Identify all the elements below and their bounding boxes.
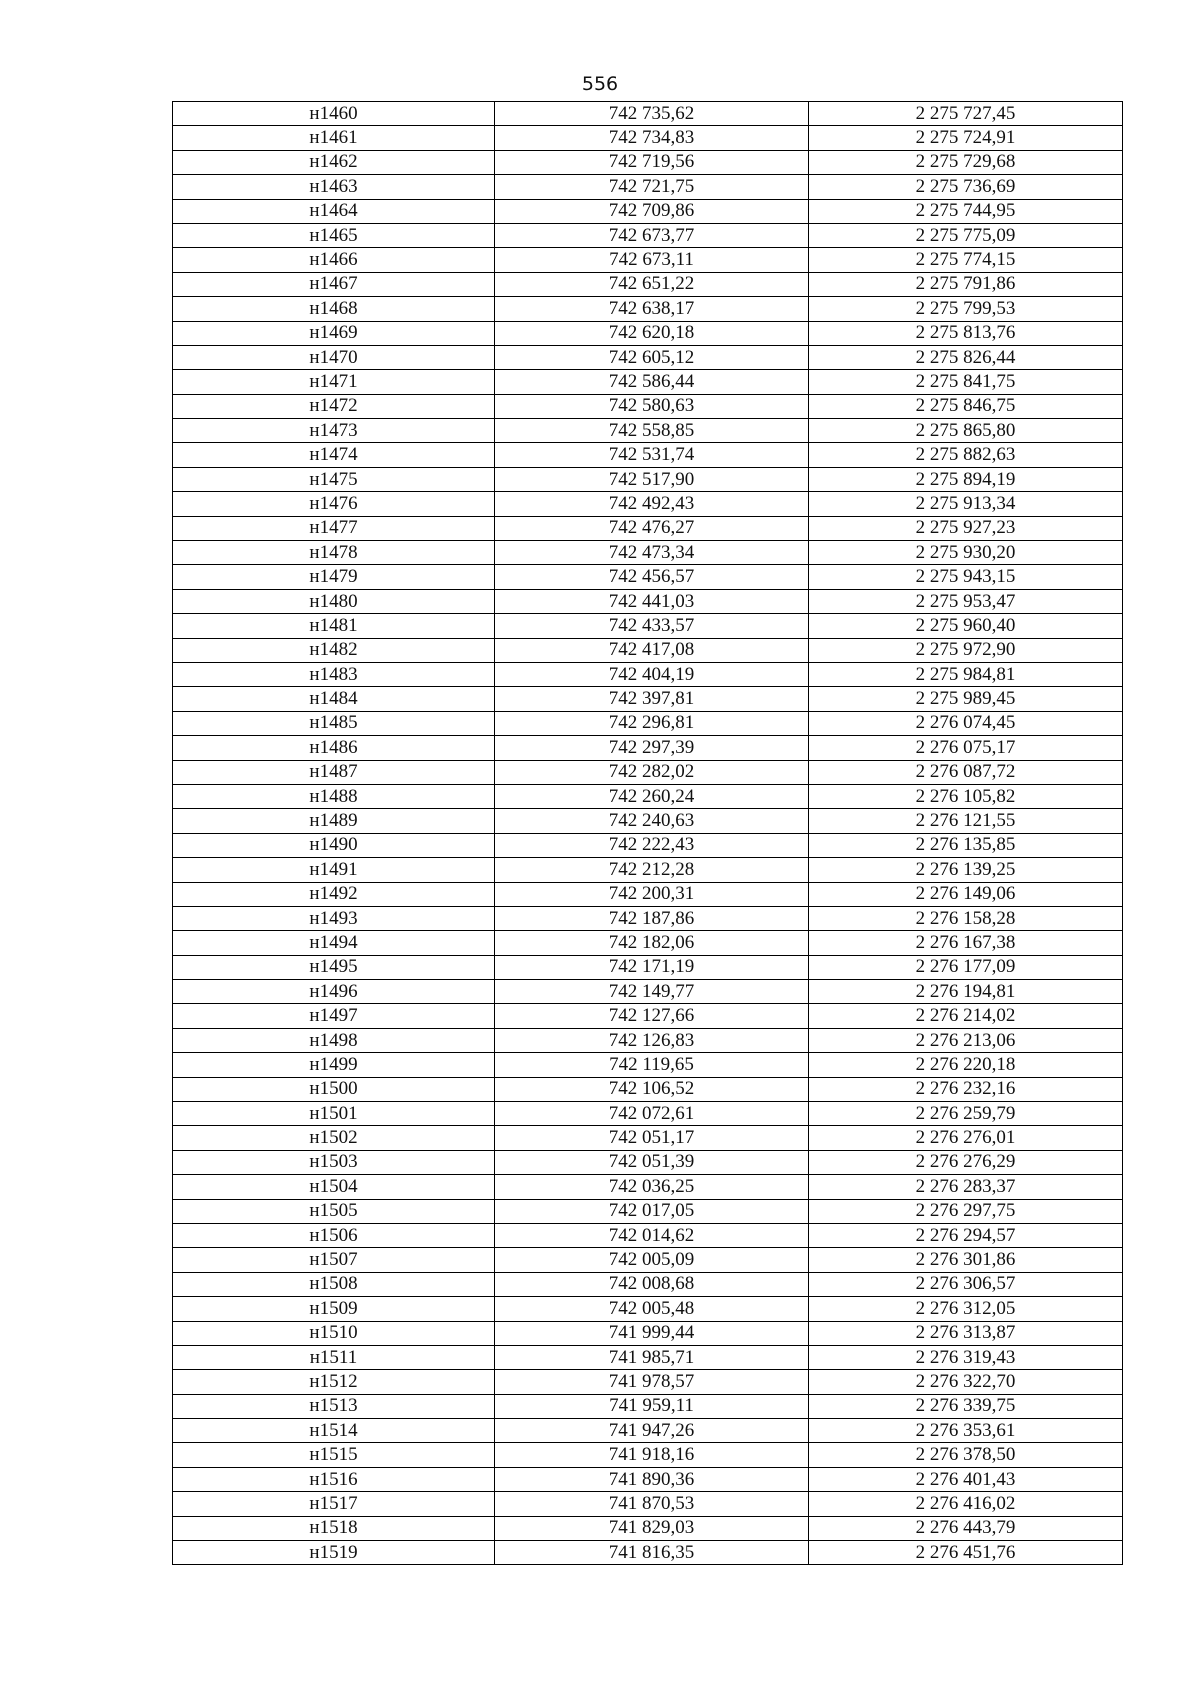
coordinates-table (172, 101, 1123, 1565)
x-coordinate-cell: 742 620,18 (495, 321, 809, 345)
x-coordinate-cell: 742 517,90 (495, 467, 809, 491)
table-row (173, 102, 1123, 126)
point-id-cell: н1485 (173, 711, 495, 735)
y-coordinate-cell: 2 275 943,15 (809, 565, 1123, 589)
table-row (173, 1492, 1123, 1516)
x-coordinate-cell: 742 005,09 (495, 1248, 809, 1272)
x-coordinate-cell: 742 051,17 (495, 1126, 809, 1150)
y-coordinate-cell: 2 276 194,81 (809, 980, 1123, 1004)
point-id-cell: н1511 (173, 1345, 495, 1369)
x-coordinate-cell: 742 014,62 (495, 1223, 809, 1247)
table-row (173, 1419, 1123, 1443)
y-coordinate-cell: 2 275 736,69 (809, 175, 1123, 199)
table-row (173, 175, 1123, 199)
x-coordinate-cell: 742 651,22 (495, 272, 809, 296)
y-coordinate-cell: 2 276 259,79 (809, 1102, 1123, 1126)
point-id-cell: н1483 (173, 662, 495, 686)
table-row (173, 248, 1123, 272)
point-id-cell: н1481 (173, 614, 495, 638)
coordinates-table-body (173, 102, 1123, 1565)
x-coordinate-cell: 742 127,66 (495, 1004, 809, 1028)
x-coordinate-cell: 742 473,34 (495, 541, 809, 565)
table-row (173, 541, 1123, 565)
point-id-cell: н1473 (173, 419, 495, 443)
x-coordinate-cell: 742 605,12 (495, 345, 809, 369)
table-row (173, 760, 1123, 784)
x-coordinate-cell: 742 456,57 (495, 565, 809, 589)
y-coordinate-cell: 2 275 813,76 (809, 321, 1123, 345)
x-coordinate-cell: 742 149,77 (495, 980, 809, 1004)
y-coordinate-cell: 2 275 799,53 (809, 297, 1123, 321)
y-coordinate-cell: 2 275 729,68 (809, 150, 1123, 174)
point-id-cell: н1463 (173, 175, 495, 199)
table-row (173, 199, 1123, 223)
table-row (173, 1370, 1123, 1394)
point-id-cell: н1515 (173, 1443, 495, 1467)
point-id-cell: н1477 (173, 516, 495, 540)
x-coordinate-cell: 742 297,39 (495, 736, 809, 760)
y-coordinate-cell: 2 276 213,06 (809, 1028, 1123, 1052)
table-row (173, 345, 1123, 369)
point-id-cell: н1501 (173, 1102, 495, 1126)
y-coordinate-cell: 2 276 220,18 (809, 1053, 1123, 1077)
point-id-cell: н1486 (173, 736, 495, 760)
x-coordinate-cell: 742 260,24 (495, 784, 809, 808)
table-row (173, 882, 1123, 906)
table-row (173, 1443, 1123, 1467)
y-coordinate-cell: 2 276 297,75 (809, 1199, 1123, 1223)
point-id-cell: н1471 (173, 370, 495, 394)
point-id-cell: н1497 (173, 1004, 495, 1028)
table-row (173, 1541, 1123, 1565)
table-row (173, 1053, 1123, 1077)
x-coordinate-cell: 742 036,25 (495, 1175, 809, 1199)
y-coordinate-cell: 2 276 443,79 (809, 1516, 1123, 1540)
table-row (173, 272, 1123, 296)
x-coordinate-cell: 742 417,08 (495, 638, 809, 662)
y-coordinate-cell: 2 275 744,95 (809, 199, 1123, 223)
x-coordinate-cell: 742 735,62 (495, 102, 809, 126)
point-id-cell: н1474 (173, 443, 495, 467)
point-id-cell: н1498 (173, 1028, 495, 1052)
table-row (173, 1345, 1123, 1369)
point-id-cell: н1487 (173, 760, 495, 784)
point-id-cell: н1492 (173, 882, 495, 906)
table-row (173, 711, 1123, 735)
y-coordinate-cell: 2 276 313,87 (809, 1321, 1123, 1345)
point-id-cell: н1478 (173, 541, 495, 565)
table-row (173, 516, 1123, 540)
point-id-cell: н1495 (173, 955, 495, 979)
y-coordinate-cell: 2 275 774,15 (809, 248, 1123, 272)
table-row (173, 1467, 1123, 1491)
x-coordinate-cell: 742 005,48 (495, 1297, 809, 1321)
x-coordinate-cell: 742 212,28 (495, 858, 809, 882)
x-coordinate-cell: 742 126,83 (495, 1028, 809, 1052)
page-number: 556 (581, 73, 619, 95)
y-coordinate-cell: 2 276 214,02 (809, 1004, 1123, 1028)
point-id-cell: н1480 (173, 589, 495, 613)
y-coordinate-cell: 2 276 158,28 (809, 906, 1123, 930)
y-coordinate-cell: 2 276 075,17 (809, 736, 1123, 760)
point-id-cell: н1491 (173, 858, 495, 882)
point-id-cell: н1494 (173, 931, 495, 955)
y-coordinate-cell: 2 275 960,40 (809, 614, 1123, 638)
x-coordinate-cell: 742 719,56 (495, 150, 809, 174)
x-coordinate-cell: 741 870,53 (495, 1492, 809, 1516)
point-id-cell: н1512 (173, 1370, 495, 1394)
y-coordinate-cell: 2 275 984,81 (809, 662, 1123, 686)
table-row (173, 1126, 1123, 1150)
point-id-cell: н1469 (173, 321, 495, 345)
point-id-cell: н1482 (173, 638, 495, 662)
x-coordinate-cell: 742 187,86 (495, 906, 809, 930)
x-coordinate-cell: 741 999,44 (495, 1321, 809, 1345)
x-coordinate-cell: 742 476,27 (495, 516, 809, 540)
point-id-cell: н1500 (173, 1077, 495, 1101)
y-coordinate-cell: 2 276 135,85 (809, 833, 1123, 857)
table-row (173, 614, 1123, 638)
point-id-cell: н1513 (173, 1394, 495, 1418)
point-id-cell: н1504 (173, 1175, 495, 1199)
x-coordinate-cell: 741 947,26 (495, 1419, 809, 1443)
point-id-cell: н1488 (173, 784, 495, 808)
table-row (173, 858, 1123, 882)
point-id-cell: н1484 (173, 687, 495, 711)
y-coordinate-cell: 2 276 139,25 (809, 858, 1123, 882)
point-id-cell: н1479 (173, 565, 495, 589)
y-coordinate-cell: 2 275 865,80 (809, 419, 1123, 443)
point-id-cell: н1517 (173, 1492, 495, 1516)
x-coordinate-cell: 742 492,43 (495, 492, 809, 516)
point-id-cell: н1506 (173, 1223, 495, 1247)
x-coordinate-cell: 742 673,77 (495, 223, 809, 247)
table-row (173, 638, 1123, 662)
x-coordinate-cell: 742 441,03 (495, 589, 809, 613)
y-coordinate-cell: 2 275 930,20 (809, 541, 1123, 565)
point-id-cell: н1490 (173, 833, 495, 857)
x-coordinate-cell: 741 985,71 (495, 1345, 809, 1369)
x-coordinate-cell: 742 404,19 (495, 662, 809, 686)
point-id-cell: н1499 (173, 1053, 495, 1077)
table-row (173, 784, 1123, 808)
table-row (173, 1516, 1123, 1540)
table-row (173, 1102, 1123, 1126)
y-coordinate-cell: 2 276 276,29 (809, 1150, 1123, 1174)
point-id-cell: н1476 (173, 492, 495, 516)
y-coordinate-cell: 2 276 378,50 (809, 1443, 1123, 1467)
y-coordinate-cell: 2 276 312,05 (809, 1297, 1123, 1321)
table-row (173, 1199, 1123, 1223)
point-id-cell: н1505 (173, 1199, 495, 1223)
table-row (173, 1150, 1123, 1174)
point-id-cell: н1470 (173, 345, 495, 369)
x-coordinate-cell: 742 106,52 (495, 1077, 809, 1101)
point-id-cell: н1466 (173, 248, 495, 272)
point-id-cell: н1461 (173, 126, 495, 150)
point-id-cell: н1508 (173, 1272, 495, 1296)
x-coordinate-cell: 741 978,57 (495, 1370, 809, 1394)
y-coordinate-cell: 2 275 894,19 (809, 467, 1123, 491)
table-row (173, 1223, 1123, 1247)
table-row (173, 1297, 1123, 1321)
point-id-cell: н1519 (173, 1541, 495, 1565)
table-row (173, 1394, 1123, 1418)
y-coordinate-cell: 2 275 724,91 (809, 126, 1123, 150)
point-id-cell: н1464 (173, 199, 495, 223)
y-coordinate-cell: 2 275 989,45 (809, 687, 1123, 711)
y-coordinate-cell: 2 276 294,57 (809, 1223, 1123, 1247)
table-row (173, 223, 1123, 247)
table-row (173, 736, 1123, 760)
y-coordinate-cell: 2 276 167,38 (809, 931, 1123, 955)
table-row (173, 1004, 1123, 1028)
y-coordinate-cell: 2 276 177,09 (809, 955, 1123, 979)
x-coordinate-cell: 742 182,06 (495, 931, 809, 955)
table-row (173, 321, 1123, 345)
x-coordinate-cell: 742 240,63 (495, 809, 809, 833)
x-coordinate-cell: 742 586,44 (495, 370, 809, 394)
y-coordinate-cell: 2 276 149,06 (809, 882, 1123, 906)
table-row (173, 492, 1123, 516)
x-coordinate-cell: 742 282,02 (495, 760, 809, 784)
table-row (173, 126, 1123, 150)
y-coordinate-cell: 2 275 927,23 (809, 516, 1123, 540)
table-row (173, 370, 1123, 394)
y-coordinate-cell: 2 276 301,86 (809, 1248, 1123, 1272)
x-coordinate-cell: 742 296,81 (495, 711, 809, 735)
x-coordinate-cell: 742 558,85 (495, 419, 809, 443)
y-coordinate-cell: 2 275 953,47 (809, 589, 1123, 613)
table-row (173, 394, 1123, 418)
x-coordinate-cell: 741 816,35 (495, 1541, 809, 1565)
point-id-cell: н1510 (173, 1321, 495, 1345)
y-coordinate-cell: 2 275 972,90 (809, 638, 1123, 662)
table-row (173, 565, 1123, 589)
x-coordinate-cell: 742 200,31 (495, 882, 809, 906)
point-id-cell: н1493 (173, 906, 495, 930)
y-coordinate-cell: 2 276 087,72 (809, 760, 1123, 784)
table-row (173, 1077, 1123, 1101)
y-coordinate-cell: 2 275 841,75 (809, 370, 1123, 394)
table-row (173, 1248, 1123, 1272)
x-coordinate-cell: 742 638,17 (495, 297, 809, 321)
table-row (173, 419, 1123, 443)
y-coordinate-cell: 2 276 319,43 (809, 1345, 1123, 1369)
y-coordinate-cell: 2 275 882,63 (809, 443, 1123, 467)
point-id-cell: н1467 (173, 272, 495, 296)
y-coordinate-cell: 2 275 913,34 (809, 492, 1123, 516)
x-coordinate-cell: 742 008,68 (495, 1272, 809, 1296)
x-coordinate-cell: 742 119,65 (495, 1053, 809, 1077)
y-coordinate-cell: 2 276 339,75 (809, 1394, 1123, 1418)
x-coordinate-cell: 742 580,63 (495, 394, 809, 418)
point-id-cell: н1460 (173, 102, 495, 126)
x-coordinate-cell: 742 017,05 (495, 1199, 809, 1223)
point-id-cell: н1507 (173, 1248, 495, 1272)
point-id-cell: н1462 (173, 150, 495, 174)
table-row (173, 467, 1123, 491)
y-coordinate-cell: 2 275 791,86 (809, 272, 1123, 296)
y-coordinate-cell: 2 276 353,61 (809, 1419, 1123, 1443)
point-id-cell: н1518 (173, 1516, 495, 1540)
x-coordinate-cell: 742 673,11 (495, 248, 809, 272)
table-row (173, 1272, 1123, 1296)
x-coordinate-cell: 742 734,83 (495, 126, 809, 150)
table-row (173, 955, 1123, 979)
table-row (173, 443, 1123, 467)
y-coordinate-cell: 2 275 775,09 (809, 223, 1123, 247)
table-row (173, 980, 1123, 1004)
y-coordinate-cell: 2 275 826,44 (809, 345, 1123, 369)
x-coordinate-cell: 742 171,19 (495, 955, 809, 979)
y-coordinate-cell: 2 276 283,37 (809, 1175, 1123, 1199)
x-coordinate-cell: 741 829,03 (495, 1516, 809, 1540)
table-row (173, 687, 1123, 711)
y-coordinate-cell: 2 275 727,45 (809, 102, 1123, 126)
x-coordinate-cell: 741 959,11 (495, 1394, 809, 1418)
table-row (173, 1028, 1123, 1052)
point-id-cell: н1509 (173, 1297, 495, 1321)
table-row (173, 1175, 1123, 1199)
y-coordinate-cell: 2 276 416,02 (809, 1492, 1123, 1516)
x-coordinate-cell: 741 890,36 (495, 1467, 809, 1491)
y-coordinate-cell: 2 276 276,01 (809, 1126, 1123, 1150)
point-id-cell: н1472 (173, 394, 495, 418)
table-row (173, 833, 1123, 857)
point-id-cell: н1468 (173, 297, 495, 321)
x-coordinate-cell: 742 051,39 (495, 1150, 809, 1174)
x-coordinate-cell: 742 397,81 (495, 687, 809, 711)
y-coordinate-cell: 2 275 846,75 (809, 394, 1123, 418)
x-coordinate-cell: 742 721,75 (495, 175, 809, 199)
y-coordinate-cell: 2 276 232,16 (809, 1077, 1123, 1101)
y-coordinate-cell: 2 276 105,82 (809, 784, 1123, 808)
table-row (173, 297, 1123, 321)
x-coordinate-cell: 741 918,16 (495, 1443, 809, 1467)
table-row (173, 1321, 1123, 1345)
table-row (173, 150, 1123, 174)
x-coordinate-cell: 742 222,43 (495, 833, 809, 857)
table-row (173, 906, 1123, 930)
x-coordinate-cell: 742 531,74 (495, 443, 809, 467)
x-coordinate-cell: 742 433,57 (495, 614, 809, 638)
y-coordinate-cell: 2 276 306,57 (809, 1272, 1123, 1296)
x-coordinate-cell: 742 072,61 (495, 1102, 809, 1126)
point-id-cell: н1514 (173, 1419, 495, 1443)
point-id-cell: н1475 (173, 467, 495, 491)
y-coordinate-cell: 2 276 074,45 (809, 711, 1123, 735)
y-coordinate-cell: 2 276 121,55 (809, 809, 1123, 833)
point-id-cell: н1496 (173, 980, 495, 1004)
table-row (173, 931, 1123, 955)
y-coordinate-cell: 2 276 451,76 (809, 1541, 1123, 1565)
table-row (173, 809, 1123, 833)
x-coordinate-cell: 742 709,86 (495, 199, 809, 223)
point-id-cell: н1516 (173, 1467, 495, 1491)
table-row (173, 589, 1123, 613)
point-id-cell: н1465 (173, 223, 495, 247)
point-id-cell: н1502 (173, 1126, 495, 1150)
point-id-cell: н1503 (173, 1150, 495, 1174)
y-coordinate-cell: 2 276 322,70 (809, 1370, 1123, 1394)
table-row (173, 662, 1123, 686)
y-coordinate-cell: 2 276 401,43 (809, 1467, 1123, 1491)
point-id-cell: н1489 (173, 809, 495, 833)
